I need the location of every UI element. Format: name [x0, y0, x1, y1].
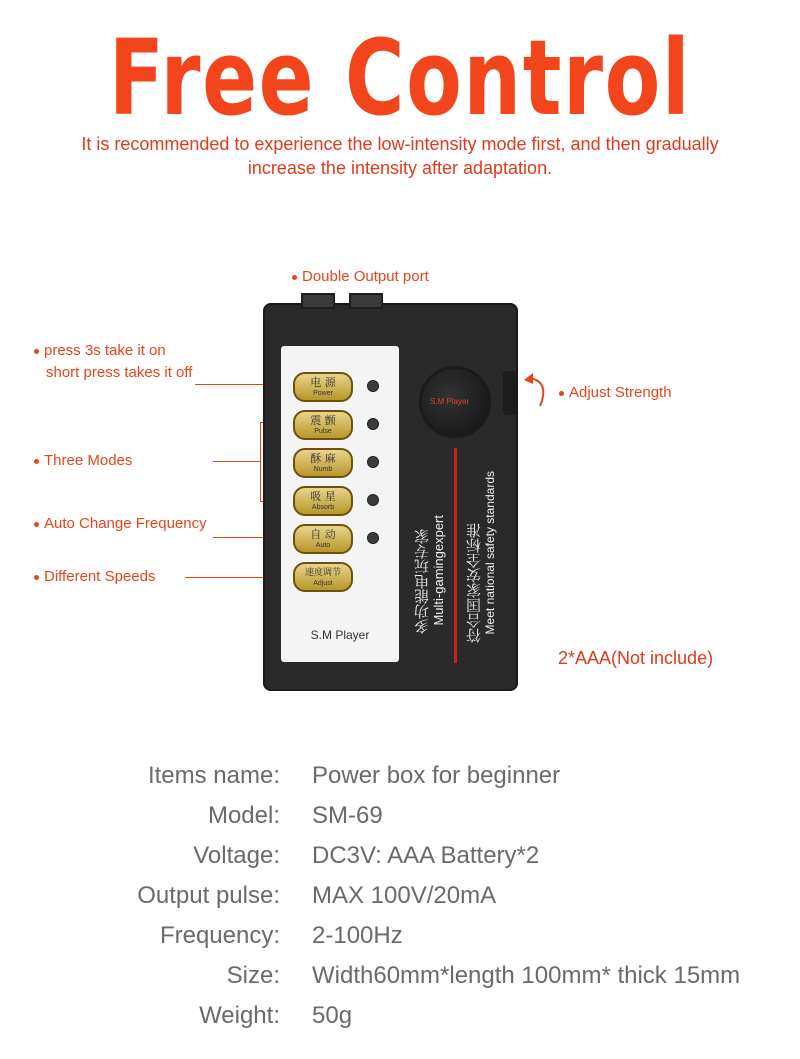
callout-auto: Auto Change Frequency: [34, 513, 207, 535]
spec-value: 2-100Hz: [312, 922, 403, 949]
power-box-device: [263, 303, 518, 691]
strength-knob[interactable]: [419, 366, 491, 438]
numb-led: [367, 456, 379, 468]
spec-label: Weight:: [199, 1002, 280, 1029]
vertical-text-cn2: 符合国家安全标准: [465, 523, 483, 643]
spec-label: Frequency:: [159, 922, 280, 949]
spec-value: SM-69: [312, 802, 383, 829]
knob-label: S.M Player: [430, 397, 470, 406]
spec-value: DC3V: AAA Battery*2: [312, 842, 540, 869]
bullet-dot-icon: [559, 391, 564, 396]
numb-button[interactable]: 酥 麻 Numb: [293, 448, 353, 478]
button-panel: [281, 346, 399, 662]
accent-stripe: [454, 448, 457, 663]
spec-label: Output pulse:: [137, 882, 280, 909]
curved-arrow-icon: [522, 370, 556, 410]
callout-modes: Three Modes: [34, 450, 132, 472]
spec-label: Model:: [207, 802, 280, 829]
output-port-left: [301, 293, 335, 309]
spec-row: [0, 1002, 800, 1042]
absorb-button[interactable]: 吸 星 Absorb: [293, 486, 353, 516]
pulse-led: [367, 418, 379, 430]
spec-value: Width60mm*length 100mm* thick 15mm: [312, 962, 741, 989]
spec-row: [0, 802, 800, 842]
bracket-modes: [260, 422, 261, 502]
spec-row: [0, 922, 800, 962]
pulse-button[interactable]: 震 颤 Pulse: [293, 410, 353, 440]
bullet-dot-icon: [34, 575, 39, 580]
spec-value: MAX 100V/20mA: [312, 882, 497, 909]
spec-row: [0, 842, 800, 882]
subtitle-line-2: increase the intensity after adaptation.: [247, 158, 553, 178]
spec-label: Size:: [226, 962, 280, 989]
battery-note: 2*AAA(Not include): [558, 648, 714, 668]
vertical-text-cn1: 多功能电玩专家: [413, 529, 431, 634]
leader-line-modes: [213, 461, 260, 462]
vertical-text-en2: Meet national safety standards: [483, 471, 497, 635]
callout-power: press 3s take it on short press takes it off: [34, 340, 192, 384]
spec-row: [0, 882, 800, 922]
spec-row: [0, 962, 800, 1002]
spec-label: Items name:: [147, 762, 280, 789]
strength-wheel[interactable]: [503, 371, 517, 415]
brand-label: S.M Player: [310, 628, 370, 642]
adjust-button[interactable]: 速度调节 Adjust: [293, 562, 353, 592]
callout-output-port: Double Output port: [292, 266, 429, 288]
subtitle-line-1: It is recommended to experience the low-intensity mode first, and then gradually: [81, 134, 719, 154]
bullet-dot-icon: [292, 275, 297, 280]
spec-value: Power box for beginner: [312, 762, 561, 789]
output-port-right: [349, 293, 383, 309]
bullet-dot-icon: [34, 459, 39, 464]
bullet-dot-icon: [34, 522, 39, 527]
absorb-led: [367, 494, 379, 506]
callout-strength: Adjust Strength: [559, 382, 672, 404]
power-button[interactable]: 电 源 Power: [293, 372, 353, 402]
auto-led: [367, 532, 379, 544]
page-title: Free Control: [108, 17, 692, 139]
spec-row: [0, 762, 800, 802]
bullet-dot-icon: [34, 349, 39, 354]
callout-speeds: Different Speeds: [34, 566, 155, 588]
vertical-text-en1: Multi-gamingexpert: [431, 515, 446, 626]
subtitle: [0, 132, 800, 180]
power-led: [367, 380, 379, 392]
auto-button[interactable]: 自 动 Auto: [293, 524, 353, 554]
spec-value: 50g: [312, 1002, 353, 1029]
spec-label: Voltage:: [193, 842, 280, 869]
